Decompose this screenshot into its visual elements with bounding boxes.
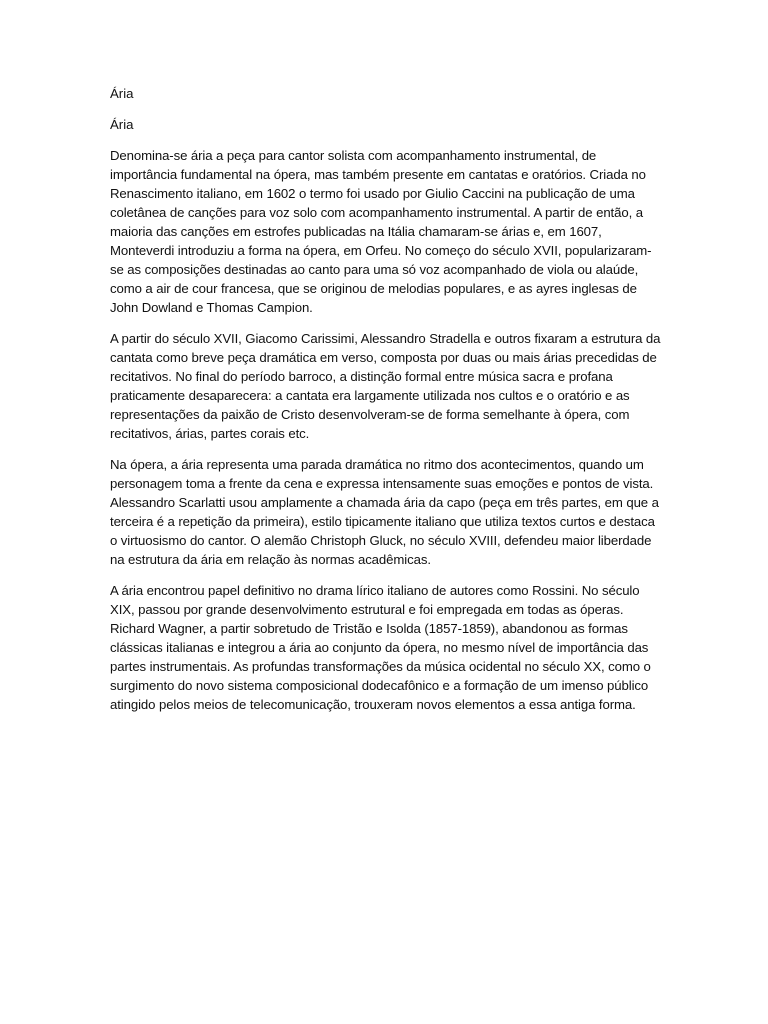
paragraph-2: A partir do século XVII, Giacomo Carissimi, Alessandro Stradella e outros fixaram a estrutura da cantata como breve peça dramática em verso, composta por duas ou mais árias precedidas de recitativos. No final do período barroco, a distinção formal entre música sacra e profana praticamente desaparecera: a cantata era largamente utilizada nos cultos e o oratório e as representações da paixão de Cristo desenvolveram-se de forma semelhante à ópera, com recitativos, árias, partes corais etc.: [110, 331, 661, 441]
document-title: Ária: [110, 86, 134, 101]
paragraph-3: Na ópera, a ária representa uma parada dramática no ritmo dos acontecimentos, quando um personagem toma a frente da cena e expressa intensamente suas emoções e pontos de vista. Alessandro Scarlatti usou amplamente a chamada ária da capo (peça em três partes, em que a terceira é a repetição da primeira), estilo tipicamente italiano que utiliza textos curtos e destaca o virtuosismo do cantor. O alemão Christoph Gluck, no século XVIII, defendeu maior liberdade na estrutura da ária em relação às normas acadêmicas.: [110, 457, 659, 567]
document-page: [110, 84, 662, 726]
paragraph-4: A ária encontrou papel definitivo no drama lírico italiano de autores como Rossini. No século XIX, passou por grande desenvolvimento estrutural e foi empregada em todas as óperas. Richard Wagner, a partir sobretudo de Tristão e Isolda (1857-1859), abandonou as formas clássicas italianas e integrou a ária ao conjunto da ópera, no mesmo nível de importância das partes instrumentais. As profundas transformações da música ocidental no século XX, como o surgimento do novo sistema composicional dodecafônico e a formação de um imenso público atingido pelos meios de telecomunicação, trouxeram novos elementos a essa antiga forma.: [110, 583, 651, 712]
document-subtitle: Ária: [110, 117, 134, 132]
paragraph-1: Denomina-se ária a peça para cantor solista com acompanhamento instrumental, de importância fundamental na ópera, mas também presente em cantatas e oratórios. Criada no Renascimento italiano, em 1602 o termo foi usado por Giulio Caccini na publicação de uma coletânea de canções para voz solo com acompanhamento instrumental. A partir de então, a maioria das canções em estrofes publicadas na Itália chamaram-se árias e, em 1607, Monteverdi introduziu a forma na ópera, em Orfeu. No começo do século XVII, popularizaram-se as composições destinadas ao canto para uma só voz acompanhado de viola ou alaúde, como a air de cour francesa, que se originou de melodias populares, e as ayres inglesas de John Dowland e Thomas Campion.: [110, 148, 652, 315]
